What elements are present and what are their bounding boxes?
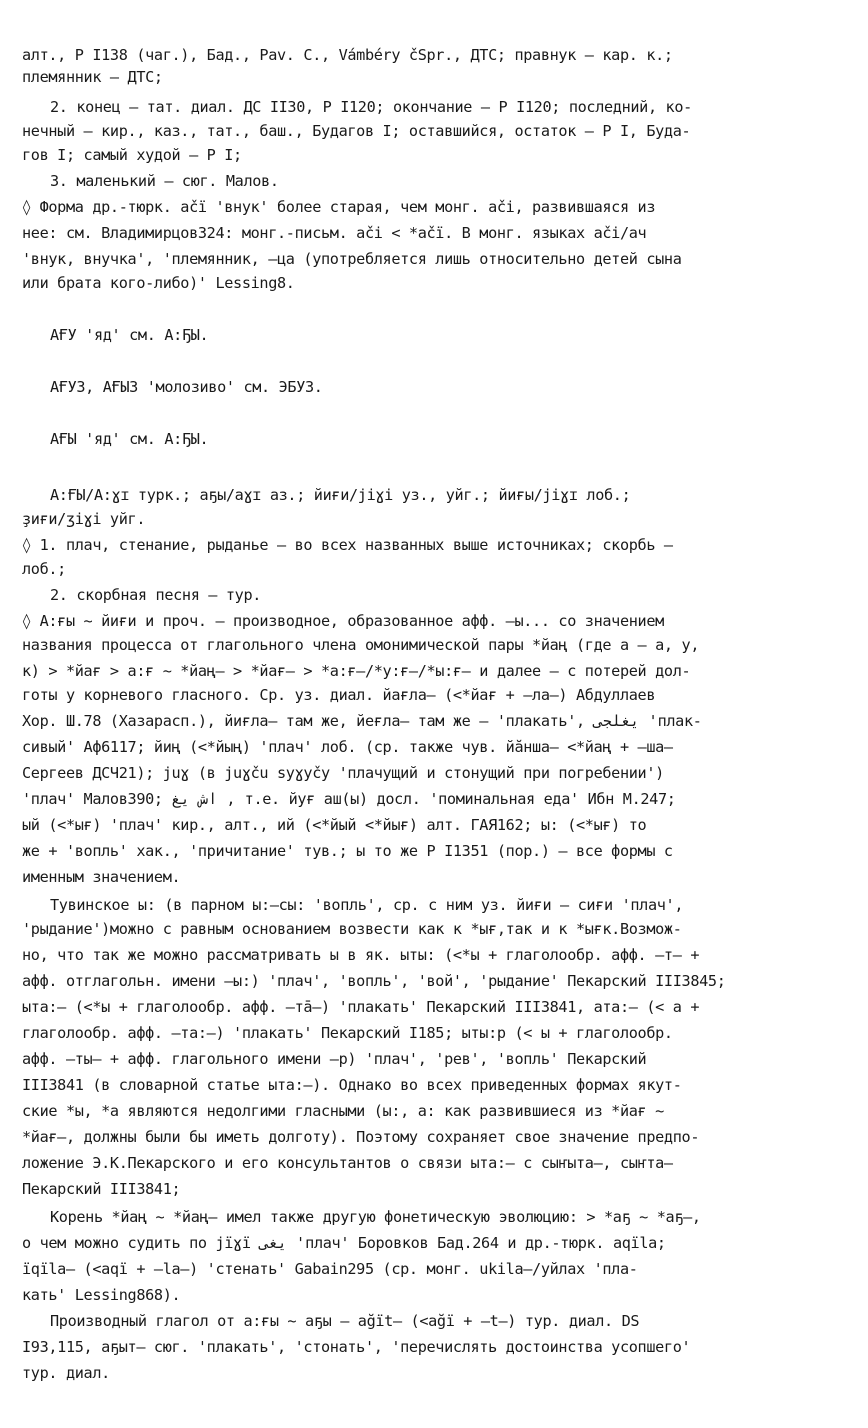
text-line: глаголообр. афф. –та:–) 'плакать' Пекарский I185; ыты:р (< ы + глаголообр. bbox=[22, 1024, 673, 1042]
text-line: 'внук, внучка', 'племянник, –ца (употребляется лишь относительно детей сына bbox=[22, 250, 682, 268]
text-line: нечный – кир., каз., тат., баш., Будагов I; оставшийся, остаток – P I, Буда- bbox=[22, 122, 691, 140]
text-line: I93,115, аҕыт– сюг. 'плакать', 'стонать', 'перечислять достоинства усопшего' bbox=[22, 1338, 691, 1356]
text-line: ложение Э.К.Пекарского и его консультантов о связи ыта:– с сыҥыта–, сыҥта– bbox=[22, 1154, 673, 1172]
text-line: Хор. Ш.78 (Хазарасп.), йиғла– там же, йеғла– там же – 'плакать', يغلجی 'плак- bbox=[22, 712, 702, 730]
text-line: сивый' Аф6117; йиң (<*йың) 'плач' лоб. (ср. также чув. йăнша– <*йаң + –ша– bbox=[22, 738, 673, 756]
text-line: ҙиғи/ʒiɣi уйг. bbox=[22, 510, 146, 528]
text-line: кать' Lessing868). bbox=[22, 1286, 181, 1304]
text-line: 2. конец – тат. диал. ДС II30, P I120; окончание – P I120; последний, ко- bbox=[50, 98, 692, 116]
text-line: III3841 (в словарной статье ыта:–). Однако во всех приведенных формах якут- bbox=[22, 1076, 682, 1094]
text-line: ◊ 1. плач, стенание, рыданье – во всех названных выше источниках; скорбь – bbox=[22, 536, 673, 554]
text-line: готы у корневого гласного. Ср. уз. диал. йағла– (<*йағ + –ла–) Абдуллаев bbox=[22, 686, 656, 704]
text-line: афф. отглагольн. имени –ы:) 'плач', 'вопль', 'вой', 'рыдание' Пекарский III3845; bbox=[22, 972, 726, 990]
text-line: ыта:– (<*ы + глаголообр. афф. –тā–) 'плакать' Пекарский III3841, ата:– (< а + bbox=[22, 998, 700, 1016]
text-line: Сергеев ДСЧ21); juɣ (в juɣču syɣyčy 'плачущий и стонущий при погребении') bbox=[22, 764, 664, 782]
text-line: ◊ Форма др.-тюрк. ačï 'внук' более старая, чем монг. ači, развившаяся из bbox=[22, 198, 656, 216]
text-line: Тувинское ы: (в парном ы:–сы: 'вопль', ср. с ним уз. йиғи – сиғи 'плач', bbox=[50, 896, 684, 914]
text-line: о чем можно судить по jïɣï يغی 'плач' Боровков Бад.264 и др.-тюрк. aqïla; bbox=[22, 1234, 666, 1252]
text-line: но, что так же можно рассматривать ы в як. ыты: (<*ы + глаголообр. афф. –т– + bbox=[22, 946, 700, 964]
text-line: ◊ А:ғы ~ йиғи и проч. – производное, образованное афф. –ы... со значением bbox=[22, 612, 664, 630]
text-line: АҒЫ 'яд' см. А:ҔЫ. bbox=[50, 430, 209, 448]
text-line: Пекарский III3841; bbox=[22, 1180, 181, 1198]
text-line: или брата кого-либо)' Lessing8. bbox=[22, 274, 295, 292]
text-line: *йағ–, должны были бы иметь долготу). Поэтому сохраняет свое значение предпо- bbox=[22, 1128, 700, 1146]
text-line: именным значением. bbox=[22, 868, 181, 886]
text-line: гов I; самый худой – P I; bbox=[22, 146, 242, 164]
text-line: ïqïla– (<aqï + –la–) 'стенать' Gabain295 (ср. монг. ukila–/уйлах 'пла- bbox=[22, 1260, 638, 1278]
text-line: 3. маленький – сюг. Малов. bbox=[50, 172, 279, 190]
text-line: афф. –ты– + афф. глагольного имени –р) 'плач', 'рев', 'вопль' Пекарский bbox=[22, 1050, 647, 1068]
text-line: тур. диал. bbox=[22, 1364, 110, 1382]
text-line: А:ҒЫ/A:ɣɪ турк.; аҕы/aɣɪ аз.; йиғи/jiɣi уз., уйг.; йиғы/jiɣɪ лоб.; bbox=[50, 486, 631, 504]
text-line: Производный глагол от а:ғы ~ аҕы – ağït– (<ağï + –t–) тур. диал. DS bbox=[50, 1312, 640, 1330]
text-line: 'рыдание')можно с равным основанием возвести как к *ығ,так и к *ығк.Возмож- bbox=[22, 920, 682, 938]
text-line: к) > *йағ > а:ғ ~ *йаң– > *йағ– > *а:ғ–/*у:ғ–/*ы:ғ– и далее – с потерей дол- bbox=[22, 662, 691, 680]
text-line: же + 'вопль' хак., 'причитание' тув.; ы то же P I1351 (пор.) – все формы с bbox=[22, 842, 673, 860]
text-line: нее: см. Владимирцов324: монг.-письм. ači < *ačï. В монг. языках ači/ач bbox=[22, 224, 647, 242]
text-line: названия процесса от глагольного члена омонимической пары *йаң (где а – а, у, bbox=[22, 636, 700, 654]
text-line: лоб.; bbox=[22, 560, 66, 578]
text-line: племянник – ДТС; bbox=[22, 68, 163, 86]
text-line: АҒУ 'яд' см. А:ҔЫ. bbox=[50, 326, 209, 344]
text-line: ый (<*ығ) 'плач' кир., алт., ий (<*йый <*йығ) алт. ГАЯ162; ы: (<*ығ) то bbox=[22, 816, 647, 834]
text-line: 'плач' Малов390; اش يغ , т.е. йуғ аш(ы) досл. 'поминальная еда' Ибн М.247; bbox=[22, 790, 676, 808]
text-line: АҒУЗ, АҒЫЗ 'молозиво' см. ЭБУЗ. bbox=[50, 378, 323, 396]
text-line: Корень *йаң ~ *йаң– имел также другую фонетическую эволюцию: > *аҕ ~ *аҕ–, bbox=[50, 1208, 701, 1226]
text-line: ские *ы, *а являются недолгими гласными (ы:, а: как развившиеся из *йағ ~ bbox=[22, 1102, 664, 1120]
text-line: алт., P I138 (чаг.), Бад., Pav. C., Vámbéry čSpr., ДТС; правнук – кар. к.; bbox=[22, 46, 673, 64]
text-line: 2. скорбная песня – тур. bbox=[50, 586, 262, 604]
